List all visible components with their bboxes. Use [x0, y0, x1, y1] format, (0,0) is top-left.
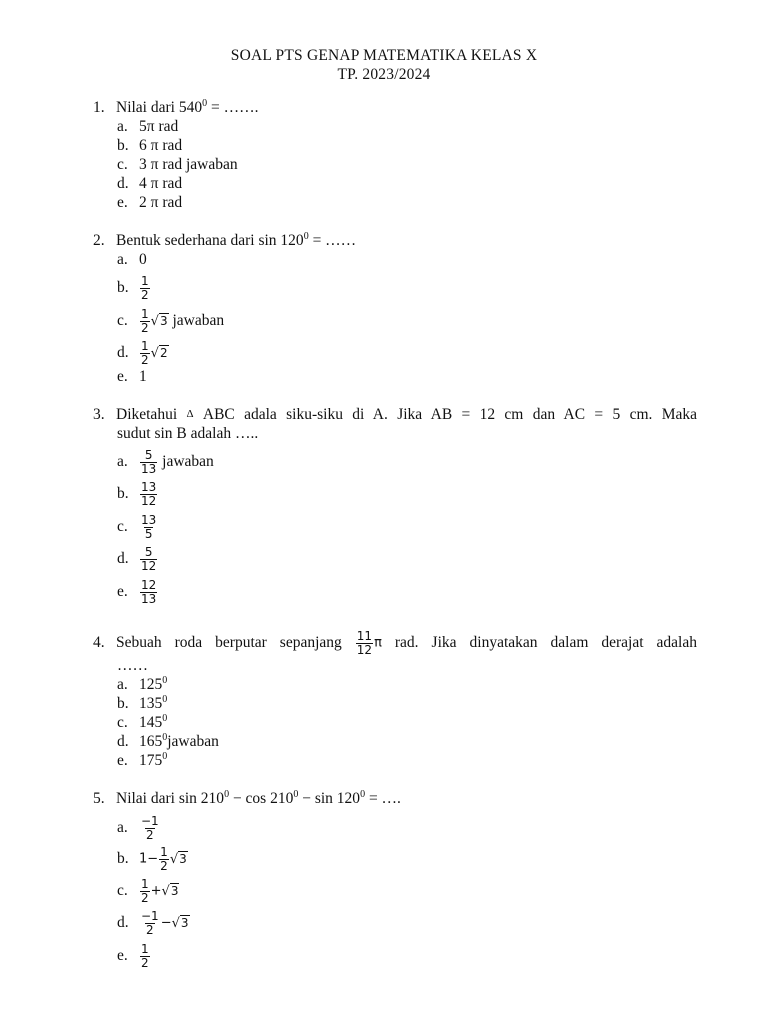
fraction: $\frac{5}{12}$: [141, 545, 157, 573]
q1-option-c: c. 3 π rad jawaban: [117, 156, 238, 173]
q3-option-b: b. $\frac{13}{12}$: [117, 480, 157, 508]
question-text-line-1: 4. Sebuah roda berputar sepanjang $\frac{11}{12}$ π rad. Jika dinyatakan dalam derajat adalah: [93, 629, 697, 657]
question-3-line-2: sudut sin B adalah …..: [117, 425, 259, 442]
fraction: $\frac{-1}{2}$: [141, 909, 159, 937]
fraction: $\frac{12}{13}$: [141, 578, 157, 606]
document-subtitle: TP. 2023/2024: [337, 66, 431, 83]
q5-option-a: a. $\frac{-1}{2}$: [117, 814, 159, 842]
fraction: $\frac{1}{2}$: [141, 339, 149, 367]
q4-option-a: a. $125^0$: [117, 674, 168, 693]
question-number: 2.: [93, 232, 105, 249]
q3-option-d: d. $\frac{5}{12}$: [117, 545, 157, 573]
q4-option-c: c. $145^0$: [117, 712, 168, 731]
q4-option-e: e. $175^0$: [117, 750, 168, 769]
question-4: [93, 630, 697, 657]
q5-option-e: e. $\frac{1}{2}$: [117, 942, 149, 970]
fraction: $\frac{1}{2}$: [141, 274, 149, 302]
question-2: [93, 231, 697, 251]
document-title: SOAL PTS GENAP MATEMATIKA KELAS X: [230, 47, 538, 64]
q3-option-c: c. $\frac{13}{5}$: [117, 513, 157, 541]
question-text: Bentuk sederhana dari $\sin 120^0$ = ……: [116, 230, 357, 249]
q1-option-d: d. 4 π rad: [117, 175, 183, 192]
question-5: [93, 789, 697, 809]
fraction: $\frac{11}{12}$: [356, 629, 373, 657]
square-root: √2: [150, 346, 168, 361]
q3-option-e: e. $\frac{12}{13}$: [117, 578, 157, 606]
square-root: √3: [169, 852, 187, 867]
question-text: Nilai dari $540^0$ = …….: [116, 97, 259, 116]
q1-option-a: a. 5π rad: [117, 118, 179, 135]
square-root: √3: [161, 884, 179, 899]
q2-option-a: a. 0: [117, 251, 147, 268]
answer-note: jawaban: [168, 312, 225, 330]
fraction: $\frac{-1}{2}$: [141, 814, 159, 842]
q2-option-c: c. $\frac{1}{2}$ √3 jawaban: [117, 307, 225, 335]
square-root: √3: [171, 916, 189, 931]
question-3: [93, 404, 697, 425]
q5-option-d: d. $\frac{-1}{2}$ −√3: [117, 909, 189, 937]
fraction: $\frac{13}{12}$: [141, 480, 157, 508]
question-4-line-2: ……: [117, 657, 148, 674]
q5-option-c: c. $\frac{1}{2}$ +√3: [117, 877, 179, 905]
square-root: √3: [150, 314, 168, 329]
q2-option-b: b. $\frac{1}{2}$: [117, 274, 149, 302]
question-number: 5.: [93, 790, 105, 807]
q5-option-b: b. 1− $\frac{1}{2}$ √3: [117, 845, 187, 873]
fraction: $\frac{1}{2}$: [160, 845, 168, 873]
fraction: $\frac{1}{2}$: [141, 942, 149, 970]
fraction: $\frac{5}{13}$: [141, 448, 157, 476]
q4-option-b: b. $135^0$: [117, 693, 168, 712]
answer-note: jawaban: [158, 453, 214, 471]
question-1: [93, 98, 697, 118]
q1-option-b: b. 6 π rad: [117, 137, 183, 154]
q2-option-e: e. 1: [117, 368, 147, 385]
q2-option-d: d. $\frac{1}{2}$ √2: [117, 339, 168, 367]
q4-option-d: d. $165^0jawaban$: [117, 731, 219, 750]
fraction: $\frac{1}{2}$: [141, 877, 149, 905]
question-number: 1.: [93, 99, 105, 116]
answer-note: jawaban: [167, 733, 219, 750]
q3-option-a: a. $\frac{5}{13}$ jawaban: [117, 448, 214, 476]
question-text: Nilai dari $\sin 210^0 - \cos 210^0 - \sin 120^0$ = ….: [116, 788, 401, 807]
triangle-symbol: Δ: [186, 408, 194, 420]
q1-option-e: e. 2 π rad: [117, 194, 183, 211]
fraction: $\frac{1}{2}$: [141, 307, 149, 335]
fraction: $\frac{13}{5}$: [141, 513, 157, 541]
question-text-line-1: 3. Diketahui Δ ABC adala siku-siku di A. Jika AB = 12 cm dan AC = 5 cm. Maka: [93, 406, 698, 423]
